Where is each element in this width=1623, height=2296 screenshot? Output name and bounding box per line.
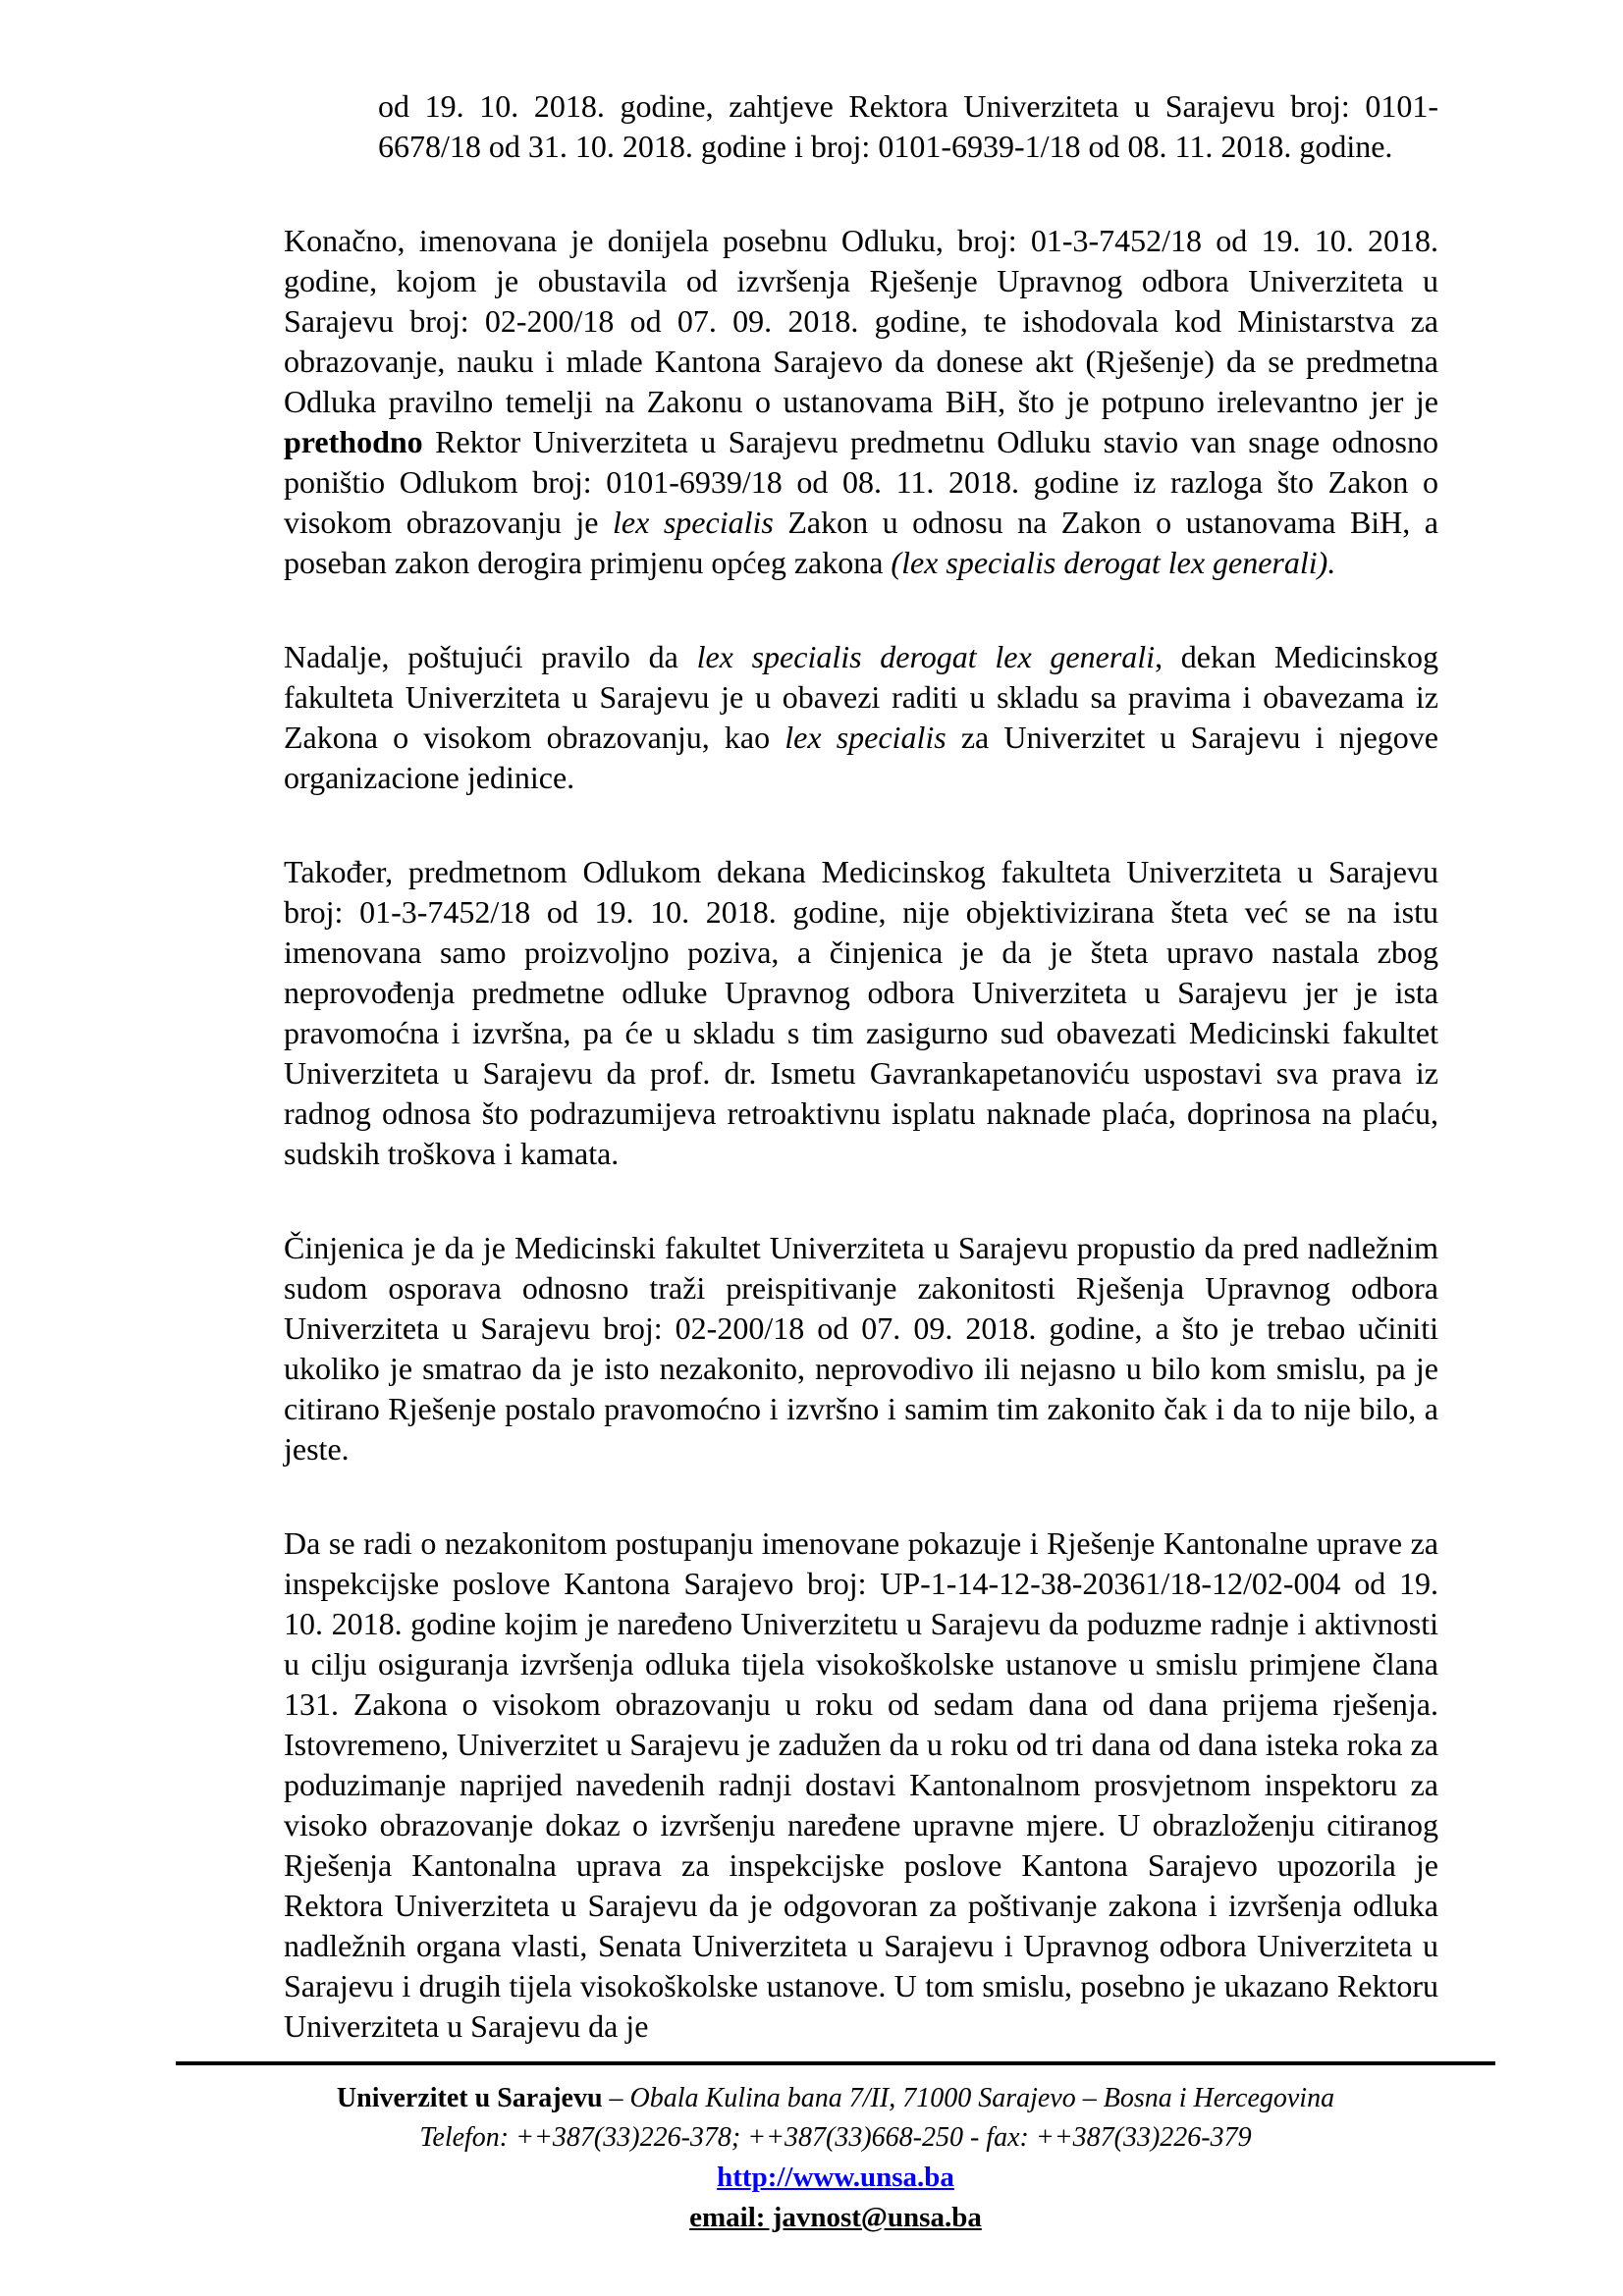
paragraph: [284, 1228, 1438, 1469]
paragraph: [284, 852, 1438, 1174]
paragraph: [284, 221, 1438, 583]
page-footer: [176, 2061, 1495, 2238]
text-run-italic: (lex specialis derogat lex generali).: [891, 545, 1336, 580]
footer-website-line: [176, 2158, 1495, 2198]
text-run-normal: Činjenica je da je Medicinski fakultet Univerziteta u Sarajevu propustio da pred nadležnim sudom osporava odnosno traži preispitivanje zakonitosti Rješenja Upravnog odbora Univerziteta u Sarajevu broj: 02-200/18 od 07. 09. 2018. godine, a što je trebao učiniti ukoliko je smatrao da je isto nezakonito, neprovodivo ili nejasno u bilo kom smislu, pa je citirano Rješenje postalo pravomoćno i izvršno i samim tim zakonito čak i da to nije bilo, a jeste.: [284, 1230, 1438, 1467]
text-run-normal: od 19. 10. 2018. godine, zahtjeve Rektora Univerziteta u Sarajevu broj: 0101-6678/18 od 31. 10. 2018. godine i broj: 0101-6939-1/18 od 08. 11. 2018. godine.: [378, 88, 1438, 164]
org-address: – Obala Kulina bana 7/II, 71000 Sarajevo – Bosna i Hercegovina: [602, 2083, 1335, 2113]
text-run-normal: Rektor Univerziteta u Sarajevu predmetnu Odluku stavio van snage odnosno poništio Odlukom broj: 0101-6939/18 od 08. 11. 2018. godine iz razloga što Zakon o visokom obrazovanju je: [284, 424, 1438, 540]
text-run-italic: lex specialis: [784, 720, 947, 755]
text-run-bold: prethodno: [284, 424, 423, 459]
text-run-normal: Zakon u odnosu na Zakon o ustanovama BiH, a poseban zakon derogira primjenu općeg zakona: [284, 505, 1439, 580]
email-link[interactable]: email: javnost@unsa.ba: [689, 2202, 982, 2233]
text-run-italic: lex specialis: [613, 505, 774, 540]
paragraph: [284, 1523, 1438, 2047]
document-content: [284, 86, 1438, 2101]
text-run-normal: Da se radi o nezakonitom postupanju imenovane pokazuje i Rješenje Kantonalne uprave za inspekcijske poslove Kantona Sarajevo broj: UP-1-14-12-38-20361/18-12/02-004 od 19. 10. 2018. godine kojim je naređeno Univerzitetu u Sarajevu da poduzme radnje i aktivnosti u cilju osiguranja izvršenja odluka tijela visokoškolske ustanove u smislu primjene člana 131. Zakona o visokom obrazovanju u roku od sedam dana od dana prijema rješenja. Istovremeno, Univerzitet u Sarajevu je zadužen da u roku od tri dana od dana isteka roka za poduzimanje naprijed navedenih radnji dostavi Kantonalnom prosvjetnom inspektoru za visoko obrazovanje dokaz o izvršenju naređene upravne mjere. U obrazloženju citiranog Rješenja Kantonalna uprava za inspekcijske poslove Kantona Sarajevo upozorila je Rektora Univerziteta u Sarajevu da je odgovoran za poštivanje zakona i izvršenja odluka nadležnih organa vlasti, Senata Univerziteta u Sarajevu i Upravnog odbora Univerziteta u Sarajevu i drugih tijela visokoškolske ustanove. U tom smislu, posebno je ukazano Rektoru Univerziteta u Sarajevu da je: [284, 1525, 1438, 2044]
website-link[interactable]: http://www.unsa.ba: [717, 2162, 954, 2193]
text-run-normal: Nadalje, poštujući pravilo da: [284, 639, 697, 674]
footer-email-line: [176, 2198, 1495, 2238]
footer-phone-line: Telefon: ++387(33)226-378; ++387(33)668-250 - fax: ++387(33)226-379: [419, 2122, 1252, 2153]
text-run-normal: Također, predmetnom Odlukom dekana Medicinskog fakulteta Univerziteta u Sarajevu broj: 01-3-7452/18 od 19. 10. 2018. godine, nije objektivizirana šteta već se na istu imenovana samo proizvoljno poziva, a činjenica je da je šteta upravo nastala zbog neprovođenja predmetne odluke Upravnog odbora Univerziteta u Sarajevu jer je ista pravomoćna i izvršna, pa će u skladu s tim zasigurno sud obavezati Medicinski fakultet Univerziteta u Sarajevu da prof. dr. Ismetu Gavrankapetanoviću uspostavi sva prava iz radnog odnosa što podrazumijeva retroaktivnu isplatu naknade plaća, doprinosa na plaću, sudskih troškova i kamata.: [284, 854, 1438, 1171]
org-name: Univerzitet u Sarajevu: [336, 2083, 603, 2113]
paragraph: [378, 86, 1438, 167]
footer-org-line: [176, 2079, 1495, 2118]
text-run-normal: Konačno, imenovana je donijela posebnu Odluku, broj: 01-3-7452/18 od 19. 10. 2018. godine, kojom je obustavila od izvršenja Rješenje Upravnog odbora Univerziteta u Sarajevu broj: 02-200/18 od 07. 09. 2018. godine, te ishodovala kod Ministarstva za obrazovanje, nauku i mlade Kantona Sarajevo da donese akt (Rješenje) da se predmetna Odluka pravilno temelji na Zakonu o ustanovama BiH, što je potpuno irelevantno jer je: [284, 223, 1438, 419]
text-run-normal: , dekan Medicinskog fakulteta Univerziteta u Sarajevu je u obavezi raditi u skladu sa pravima i obavezama iz Zakona o visokom obrazovanju, kao: [284, 639, 1439, 755]
text-run-italic: lex specialis derogat lex generali: [696, 639, 1156, 674]
footer-divider: [176, 2061, 1495, 2065]
text-run-normal: za Univerzitet u Sarajevu i njegove organizacione jedinice.: [284, 720, 1438, 795]
paragraph: [284, 637, 1438, 798]
